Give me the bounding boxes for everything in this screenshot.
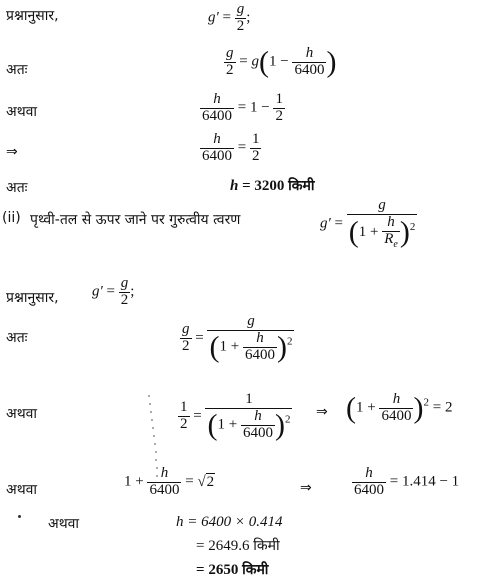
equals-sign: = [239, 53, 248, 70]
label-athva-4: अथवा [48, 516, 80, 532]
minus-sign: − [280, 53, 289, 70]
equation-g-prime-half-2 [92, 276, 134, 309]
fraction-h-over-6400: $\frac{h}{6400}$ [149, 465, 180, 498]
fraction-h-over-6400 [200, 132, 234, 165]
equation-g-prime-formula [320, 198, 417, 250]
fraction-g-over-2 [235, 2, 247, 35]
numerator: h [213, 91, 221, 107]
semicolon: ; [246, 9, 251, 26]
implies-arrow-3: ⇒ [300, 480, 312, 496]
denominator: 6400 [202, 147, 232, 164]
fraction-g-over-bracket [207, 314, 294, 363]
equals-sign: = [193, 408, 202, 425]
fraction-1-over-bracket [205, 392, 292, 441]
denominator: 2 [275, 107, 283, 124]
numerator: 1 [245, 391, 253, 407]
fraction-g-over-2 [180, 322, 192, 355]
equation-half-bracket [178, 392, 292, 441]
denominator: 2 [226, 61, 234, 78]
symbol-g: g [251, 53, 259, 70]
equals-sign: = [196, 562, 205, 578]
equation-g-prime-half [208, 2, 250, 35]
fraction-h-over-6400 [292, 46, 326, 79]
part-ii-label: (ii) [2, 210, 21, 226]
denominator: (1 + $\frac{h}{6400}$ )$^2$ [209, 329, 293, 363]
equation-bracket-squared-eq-2: (1 + $\frac{h}{6400}$ )$^2$ = 2 [346, 391, 453, 425]
denominator: (1 + $\frac{h}{R_e}$ )$^2$ [348, 213, 416, 250]
symbol-g-prime: g′ [320, 215, 331, 232]
fraction-h-over-6400 [200, 92, 234, 125]
label-athva-1: अथवा [6, 104, 38, 120]
numerator: g [378, 197, 386, 213]
fraction-g-over-bracket [347, 198, 418, 250]
label-atah-2: अतः [6, 180, 28, 196]
equation-g-half-bracket [180, 314, 294, 363]
fraction-g-over-2 [224, 46, 236, 79]
denominator: (1 + $\frac{h}{6400}$ )$^2$ [207, 407, 291, 441]
implies-arrow-2: ⇒ [316, 404, 328, 420]
semicolon: ; [130, 283, 135, 300]
fraction-g-over-2 [119, 276, 131, 309]
equals-sign: = [195, 330, 204, 347]
one: 1 [249, 99, 258, 116]
scan-speck [18, 515, 21, 518]
denominator: 2 [251, 147, 260, 164]
label-prashnanusar-2: प्रश्नानुसार, [6, 290, 59, 306]
numerator: h [213, 131, 221, 147]
numerator: 1 [251, 131, 260, 147]
two: 2 [444, 399, 453, 416]
fraction-1-over-2 [250, 132, 262, 165]
numerator: g [247, 313, 255, 329]
unit-kimi: किमी [242, 562, 269, 578]
denominator: 2 [236, 17, 245, 34]
value-3200: 3200 [254, 178, 285, 194]
paren-close: ) [326, 45, 337, 79]
paren-open: ( [258, 45, 269, 79]
equals-sign: = [237, 139, 247, 156]
symbol-g-prime: g′ [92, 283, 103, 300]
calc-line-2 [196, 536, 280, 555]
gravity-description: पृथ्वी-तल से ऊपर जाने पर गुरुत्वीय त्वरण [30, 212, 241, 228]
denominator: 6400 [202, 107, 232, 124]
label-atah-3: अतः [6, 330, 28, 346]
equals-sign: = [106, 283, 115, 300]
value-1414-minus-1: 1.414 − 1 [401, 473, 460, 490]
equals-sign: = [185, 473, 194, 490]
equals-sign: = [242, 178, 251, 194]
one: 1 [268, 53, 277, 70]
denominator: 2 [182, 338, 190, 355]
numerator: g [236, 1, 245, 17]
equals-sign: = [237, 99, 247, 116]
denominator: 2 [120, 291, 129, 308]
label-athva-3: अथवा [6, 482, 38, 498]
numerator: g [226, 45, 234, 61]
equals-sign: = [432, 399, 442, 416]
numerator: g [182, 321, 190, 338]
equation-g-half-expansion [224, 46, 336, 79]
denominator: 6400 [294, 61, 325, 78]
result-h-3200 [230, 176, 315, 195]
value-2650: 2650 [208, 562, 239, 578]
label-atah-1: अतः [6, 62, 28, 78]
numerator: h [305, 45, 314, 61]
symbol-g-prime: g′ [208, 9, 219, 26]
numerator: g [120, 275, 129, 291]
fraction-h-over-6400: $\frac{h}{6400}$ [381, 391, 412, 424]
label-prashnanusar-1: प्रश्नानुसार, [6, 8, 59, 24]
equation-h-ratio-2 [200, 132, 261, 165]
calc-line-3 [196, 560, 268, 579]
equation-one-plus-ratio-sqrt2: 1 + $\frac{h}{6400}$ = √2 [124, 465, 215, 498]
label-athva-2: अथवा [6, 406, 38, 422]
unit-kimi: किमी [253, 538, 280, 554]
equation-h-ratio-1 [200, 92, 285, 125]
minus-sign: − [261, 99, 270, 116]
value-2649-6: = 2649.6 [196, 538, 250, 554]
numerator: 1 [180, 399, 188, 416]
equation-ratio-1414 [352, 466, 459, 499]
scan-dotted-line [147, 392, 159, 480]
unit-kimi: किमी [288, 178, 315, 194]
equals-sign: = [389, 473, 399, 490]
implies-arrow-1: ⇒ [6, 144, 18, 160]
sqrt-two: √2 [197, 473, 215, 490]
equals-sign: = [222, 9, 231, 26]
symbol-h: h [230, 178, 239, 194]
fraction-h-over-6400: $\frac{h}{6400}$ [354, 465, 384, 498]
fraction-1-over-2 [178, 400, 190, 433]
calc-line-1: h = 6400 × 0.414 [176, 514, 283, 530]
fraction-1-over-2 [273, 92, 285, 125]
denominator: 2 [180, 416, 188, 433]
numerator: 1 [275, 91, 283, 107]
equals-sign: = [334, 215, 343, 232]
